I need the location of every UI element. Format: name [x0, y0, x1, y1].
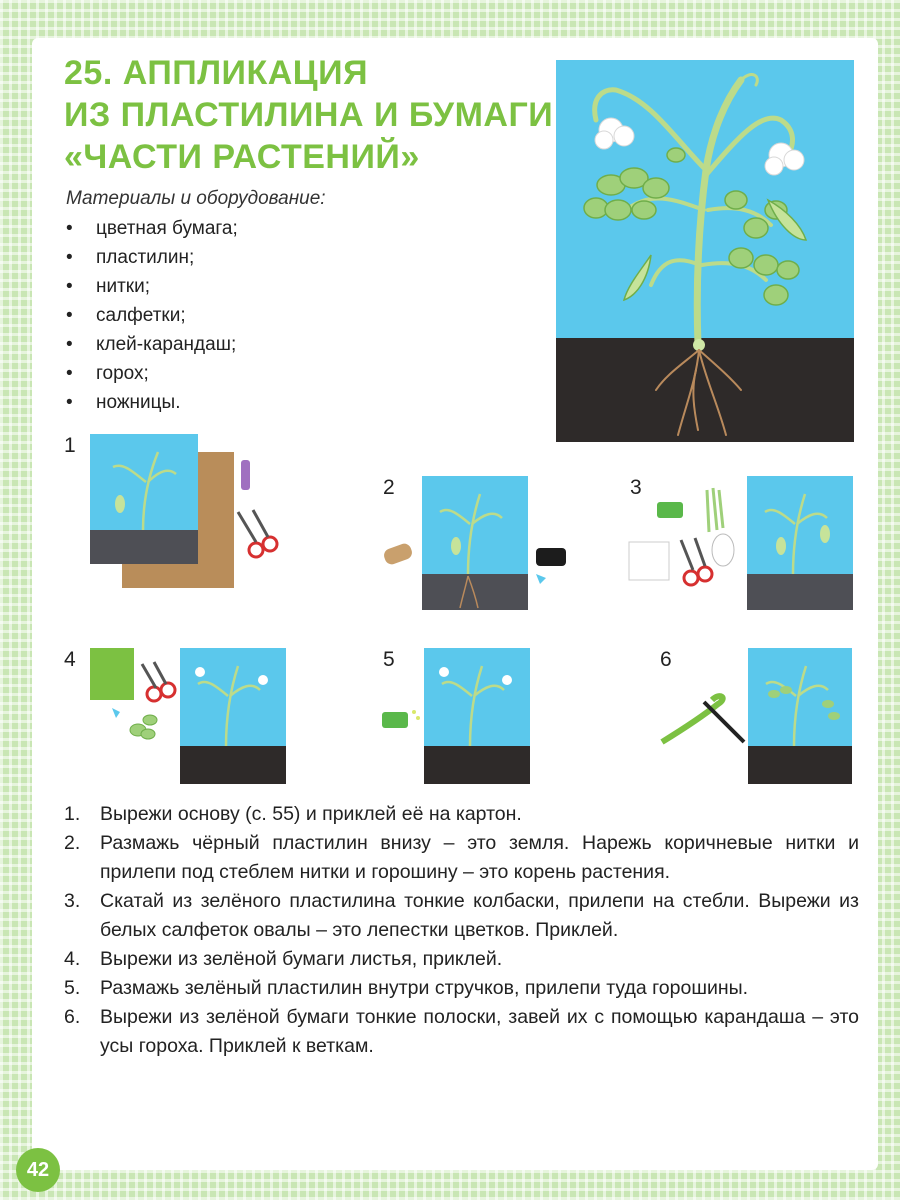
step-1-illustration: [88, 432, 288, 592]
step-number-5: 5: [383, 648, 395, 671]
list-item: • цветная бумага;: [66, 218, 238, 239]
list-item: • клей-карандаш;: [66, 334, 237, 355]
list-item: 3. Скатай из зелёного пластилина тонкие колбаски, прилепи на стебли. Вырежи из белых салфеток овалы – это лепестки цветков. Приклей.: [64, 890, 859, 941]
page-number: 42: [16, 1148, 60, 1192]
black-plasticine: [532, 546, 568, 586]
materials-heading: Материалы и оборудование:: [66, 188, 326, 209]
step-2-illustration: [380, 474, 532, 614]
list-item: • пластилин;: [66, 247, 195, 268]
list-item: 5. Размажь зелёный пластилин внутри стручков, прилепи туда горошины.: [64, 977, 749, 999]
step-number-4: 4: [64, 648, 76, 671]
title-line-3: «ЧАСТИ РАСТЕНИЙ»: [64, 138, 420, 176]
step-number-2: 2: [383, 476, 395, 499]
pea-plant-illustration: [556, 60, 854, 442]
list-item: 2. Размажь чёрный пластилин внизу – это земля. Нарежь коричневые нитки и прилепи под стеблем нитки и горошину – это корень растения.: [64, 832, 859, 883]
step-number-1: 1: [64, 434, 76, 457]
step-number-6: 6: [660, 648, 672, 671]
step-6-illustration: [658, 646, 854, 786]
step-number-3: 3: [630, 476, 642, 499]
list-item: • салфетки;: [66, 305, 186, 326]
list-item: 4. Вырежи из зелёной бумаги листья, приклей.: [64, 948, 503, 970]
title-line-1: 25. АППЛИКАЦИЯ: [64, 54, 369, 92]
page-title: [64, 52, 553, 178]
instructions-list: [64, 800, 859, 1061]
step-4-illustration: [88, 646, 288, 786]
step-3-illustration: [625, 474, 855, 614]
list-item: • горох;: [66, 363, 149, 384]
list-item: 1. Вырежи основу (с. 55) и приклей её на картон.: [64, 803, 522, 825]
list-item: • ножницы.: [66, 392, 181, 413]
materials-list: [66, 214, 238, 417]
list-item: 6. Вырежи из зелёной бумаги тонкие полоски, завей их с помощью карандаша – это усы гороха. Приклей к веткам.: [64, 1006, 859, 1057]
step-5-illustration: [380, 646, 532, 786]
list-item: • нитки;: [66, 276, 151, 297]
title-line-2: ИЗ ПЛАСТИЛИНА И БУМАГИ: [64, 96, 554, 134]
